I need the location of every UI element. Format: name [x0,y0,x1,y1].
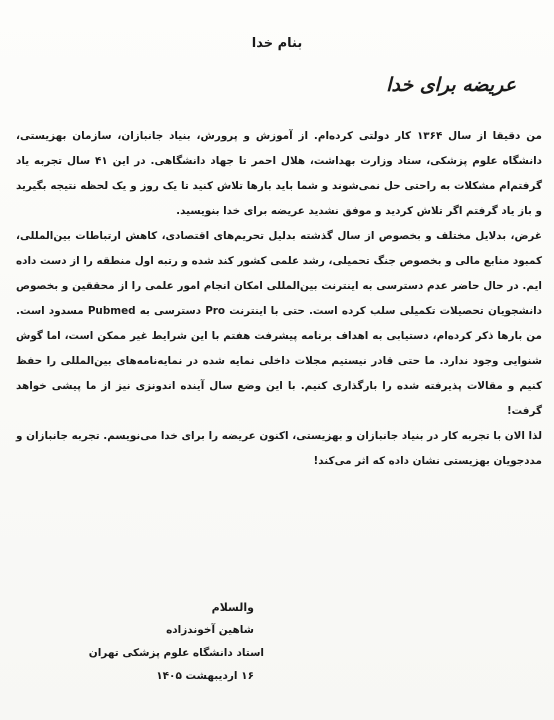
letter-body [16,124,542,474]
body-paragraph-1: من دقیقا از سال ۱۳۶۴ کار دولتی کرده‌ام. از آموزش و پرورش، بنیاد جانبازان، سازمان بهزیستی، دانشگاه علوم پزشکی، ستاد وزارت بهداشت، هلال احمر تا جهاد دانشگاهی. در این ۴۱ سال تجربه یاد گرفتم‌ام مشکلات به راحتی حل نمی‌شوند و شما باید بارها تلاش کنید تا یک روز و یک لحظه نتیجه بگیرید و باز یاد گرفتم اگر تلاش کردید و موفق نشدید عریضه برای خدا بنویسید. [16,130,542,217]
signature-position: استاد دانشگاه علوم پزشکی تهران [88,647,264,659]
signature-date: ۱۶ اردیبهشت ۱۴۰۵ [156,670,254,682]
signature-name: شاهین آخوندزاده [166,624,254,636]
letter-title: عریضه برای خدا [386,74,516,96]
signature-block [88,596,264,688]
invocation-heading: بنام خدا [251,36,303,51]
body-paragraph-2: غرض، بدلایل مختلف و بخصوص از سال گذشته بدلیل تحریم‌های اقتصادی، کاهش ارتباطات بین‌المللی، کمبود منابع مالی و بخصوص جنگ تحمیلی، رشد علمی کشور کند شده و رتبه اول منطقه را از دست داده ایم. در حال حاضر عدم دسترسی به اینترنت بین‌المللی امکان انجام امور علمی را از محققین و بخصوص دانشجویان تحصیلات تکمیلی سلب کرده است. حتی با اینترنت Pro دسترسی به Pubmed مسدود است. من بارها ذکر کرده‌ام، دستیابی به اهداف برنامه پیشرفت هفتم با این شرایط غیر ممکن است، اما گوش شنوایی وجود ندارد. ما حتی قادر نیستیم مجلات داخلی نمایه شده در نمایه‌نامه‌های بین‌المللی را حفظ کنیم و مقالات پذیرفته شده را بارگذاری کنیم. با این وضع سال آینده اندونزی نیز از ما پیشی خواهد گرفت! [16,230,542,417]
body-paragraph-3: لذا الان با تجربه کار در بنیاد جانبازان و بهزیستی، اکنون عریضه را برای خدا می‌نویسم. تجربه جانبازان و مددجویان بهزیستی نشان داده که اثر می‌کند! [16,430,542,467]
signature-closing: والسلام [211,601,254,614]
